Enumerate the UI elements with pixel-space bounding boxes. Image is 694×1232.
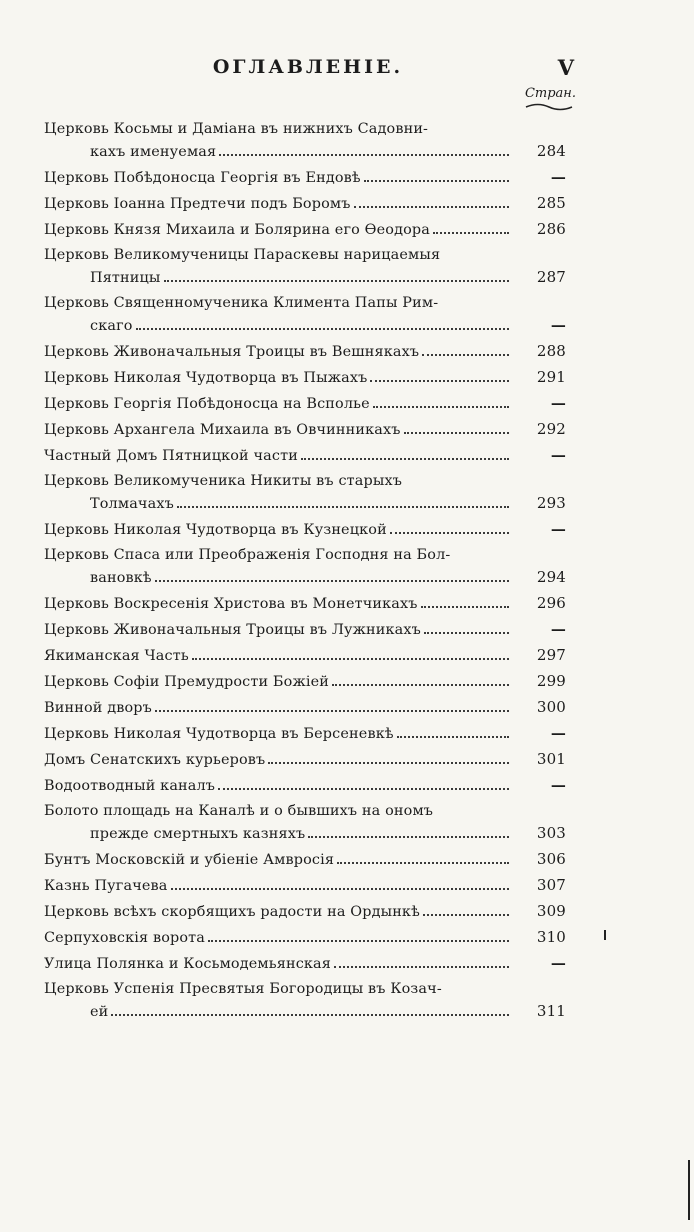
toc-entry-text: Церковь Живоначальныя Троицы въ Вешнякахъ xyxy=(44,344,420,360)
toc-entry xyxy=(44,748,566,770)
leader-dots xyxy=(334,952,509,968)
toc-entry-last-line xyxy=(44,822,566,844)
toc-entry-text: Церковь Николая Чудотворца въ Кузнецкой xyxy=(44,522,387,538)
toc-entry-page: 286 xyxy=(536,220,566,238)
toc-entry-text: Пятницы xyxy=(90,270,161,286)
toc-entry-text: Церковь всѣхъ скорбящихъ радости на Ордынкѣ xyxy=(44,904,420,920)
toc-entry-text: кахъ именуемая xyxy=(90,144,217,160)
page-edge-mark xyxy=(688,1160,690,1220)
toc-entry-text: Серпуховскія ворота xyxy=(44,930,206,946)
toc-entry xyxy=(44,470,566,514)
leader-dots xyxy=(370,366,509,382)
toc-entry-text: Церковь Косьмы и Даміана въ нижнихъ Садовни- xyxy=(44,121,429,137)
toc-entry-last-line xyxy=(44,266,566,288)
toc-entry-last-line xyxy=(44,952,566,974)
leader-dots xyxy=(164,266,509,282)
toc-entry-last-line xyxy=(44,314,566,336)
toc-entry-text: скаго xyxy=(90,318,133,334)
table-of-contents xyxy=(44,118,566,1026)
toc-entry xyxy=(44,166,566,188)
toc-entry xyxy=(44,366,566,388)
toc-entry-page: — xyxy=(550,520,566,538)
toc-entry-page: 307 xyxy=(536,876,566,894)
toc-entry-text: Церковь Спаса или Преображенія Господня на Бол- xyxy=(44,547,451,563)
toc-entry xyxy=(44,340,566,362)
toc-entry xyxy=(44,544,566,588)
page-column-label: Стран. xyxy=(524,86,576,101)
leader-dots xyxy=(364,166,509,182)
leader-dots xyxy=(390,518,509,534)
toc-entry-page: 291 xyxy=(536,368,566,386)
toc-entry-page: 299 xyxy=(536,672,566,690)
toc-entry-page: 292 xyxy=(536,420,566,438)
toc-entry-last-line xyxy=(44,166,566,188)
toc-entry-page: 296 xyxy=(536,594,566,612)
toc-entry-text: ей xyxy=(90,1004,109,1020)
toc-entry-page: — xyxy=(550,620,566,638)
leader-dots xyxy=(171,874,509,890)
toc-entry-text: Церковь Успенія Пресвятыя Богородицы въ Козач- xyxy=(44,981,442,997)
toc-entry-page: 293 xyxy=(536,494,566,512)
toc-entry-text: Церковь Великомученика Никиты въ старыхъ xyxy=(44,473,403,489)
toc-entry xyxy=(44,670,566,692)
toc-entry-page: 301 xyxy=(536,750,566,768)
toc-entry xyxy=(44,926,566,948)
page-edge-mark xyxy=(604,930,606,940)
toc-entry-last-line xyxy=(44,492,566,514)
leader-dots xyxy=(218,774,509,790)
leader-dots xyxy=(192,644,509,660)
toc-entry-last-line xyxy=(44,644,566,666)
toc-entry-last-line xyxy=(44,418,566,440)
toc-entry-page: 285 xyxy=(536,194,566,212)
toc-entry-text: Церковь Великомученицы Параскевы нарицаемыя xyxy=(44,247,441,263)
toc-entry-page: 287 xyxy=(536,268,566,286)
toc-entry-last-line xyxy=(44,518,566,540)
toc-entry-text: прежде смертныхъ казняхъ xyxy=(90,826,306,842)
toc-entry-last-line xyxy=(44,722,566,744)
toc-entry xyxy=(44,696,566,718)
leader-dots xyxy=(424,618,509,634)
toc-entry-text: Церковь Николая Чудотворца въ Пыжахъ xyxy=(44,370,368,386)
toc-entry-page: 288 xyxy=(536,342,566,360)
leader-dots xyxy=(111,1000,509,1016)
toc-entry xyxy=(44,244,566,288)
toc-entry-text: Казнь Пугачева xyxy=(44,878,168,894)
toc-entry-last-line xyxy=(44,444,566,466)
toc-entry-last-line xyxy=(44,696,566,718)
toc-entry-last-line xyxy=(44,748,566,770)
toc-entry-last-line xyxy=(44,848,566,870)
toc-entry-text: Винной дворъ xyxy=(44,700,152,716)
leader-dots xyxy=(177,492,509,508)
toc-entry-text: Церковь Побѣдоносца Георгія въ Ендовѣ xyxy=(44,170,361,186)
toc-entry xyxy=(44,518,566,540)
toc-entry-text: Домъ Сенатскихъ курьеровъ xyxy=(44,752,266,768)
toc-entry-text: Церковь Архангела Михаила въ Овчинникахъ xyxy=(44,422,401,438)
leader-dots xyxy=(155,696,509,712)
toc-entry-text: Церковь Софіи Премудрости Божіей xyxy=(44,674,330,690)
toc-entry xyxy=(44,774,566,796)
leader-dots xyxy=(268,748,509,764)
toc-entry xyxy=(44,418,566,440)
toc-entry xyxy=(44,392,566,414)
leader-dots xyxy=(404,418,509,434)
leader-dots xyxy=(433,218,509,234)
toc-entry-last-line xyxy=(44,218,566,240)
leader-dots xyxy=(421,592,509,608)
page-title: ОГЛАВЛЕНІЕ. xyxy=(212,56,404,78)
leader-dots xyxy=(332,670,509,686)
toc-entry-page: 297 xyxy=(536,646,566,664)
leader-dots xyxy=(373,392,509,408)
toc-entry xyxy=(44,618,566,640)
toc-entry xyxy=(44,118,566,162)
toc-entry-text: Церковь Князя Михаила и Болярина его Ѳеодора xyxy=(44,222,431,238)
toc-entry-text: Церковь Воскресенія Христова въ Монетчикахъ xyxy=(44,596,418,612)
toc-entry-page: 311 xyxy=(536,1002,566,1020)
toc-entry xyxy=(44,292,566,336)
toc-entry-text: вановкѣ xyxy=(90,570,152,586)
leader-dots xyxy=(422,340,509,356)
leader-dots xyxy=(354,192,509,208)
toc-entry-text: Церковь Николая Чудотворца въ Берсеневкѣ xyxy=(44,726,394,742)
toc-entry-last-line xyxy=(44,874,566,896)
toc-entry-page: — xyxy=(550,954,566,972)
toc-entry-last-line xyxy=(44,392,566,414)
toc-entry-page: 306 xyxy=(536,850,566,868)
toc-entry xyxy=(44,978,566,1022)
toc-entry-page: — xyxy=(550,316,566,334)
toc-entry xyxy=(44,848,566,870)
toc-entry-text: Частный Домъ Пятницкой части xyxy=(44,448,298,464)
toc-entry-last-line xyxy=(44,140,566,162)
toc-entry-text: Церковь Живоначальныя Троицы въ Лужникахъ xyxy=(44,622,421,638)
leader-dots xyxy=(219,140,509,156)
toc-entry-text: Церковь Георгія Побѣдоносца на Всполье xyxy=(44,396,370,412)
toc-entry-text: Церковь Священномученика Климента Папы Рим- xyxy=(44,295,439,311)
leader-dots xyxy=(155,566,509,582)
toc-entry-last-line xyxy=(44,926,566,948)
toc-entry-last-line xyxy=(44,192,566,214)
toc-entry-page: — xyxy=(550,724,566,742)
toc-entry xyxy=(44,192,566,214)
toc-entry-page: 284 xyxy=(536,142,566,160)
toc-entry-last-line xyxy=(44,1000,566,1022)
leader-dots xyxy=(301,444,509,460)
toc-entry-text: Толмачахъ xyxy=(90,496,174,512)
toc-entry-text: Болото площадь на Каналѣ и о бывшихъ на ономъ xyxy=(44,803,434,819)
toc-entry-last-line xyxy=(44,774,566,796)
toc-entry xyxy=(44,644,566,666)
toc-entry-page: 310 xyxy=(536,928,566,946)
page-header xyxy=(40,56,576,90)
toc-entry-last-line xyxy=(44,900,566,922)
toc-entry-last-line xyxy=(44,670,566,692)
toc-entry xyxy=(44,800,566,844)
toc-entry-last-line xyxy=(44,566,566,588)
leader-dots xyxy=(208,926,509,942)
toc-entry-text: Водоотводный каналъ xyxy=(44,778,216,794)
leader-dots xyxy=(337,848,509,864)
toc-entry-page: 303 xyxy=(536,824,566,842)
toc-entry-last-line xyxy=(44,340,566,362)
toc-entry-page: 309 xyxy=(536,902,566,920)
toc-entry-last-line xyxy=(44,592,566,614)
toc-entry xyxy=(44,900,566,922)
toc-entry xyxy=(44,444,566,466)
leader-dots xyxy=(308,822,509,838)
toc-entry-text: Церковь Іоанна Предтечи подъ Боромъ xyxy=(44,196,351,212)
toc-entry xyxy=(44,952,566,974)
toc-entry-page: — xyxy=(550,776,566,794)
leader-dots xyxy=(423,900,509,916)
toc-entry xyxy=(44,592,566,614)
toc-entry xyxy=(44,722,566,744)
leader-dots xyxy=(136,314,509,330)
swash-ornament xyxy=(524,101,574,113)
leader-dots xyxy=(397,722,509,738)
toc-entry-text: Якиманская Часть xyxy=(44,648,189,664)
toc-entry-text: Улица Полянка и Косьмодемьянская xyxy=(44,956,332,972)
toc-entry-page: — xyxy=(550,394,566,412)
toc-entry-text: Бунтъ Московскій и убіеніе Амвросія xyxy=(44,852,335,868)
toc-entry xyxy=(44,218,566,240)
toc-entry-page: — xyxy=(550,446,566,464)
page-number: V xyxy=(557,55,574,80)
toc-entry-page: 294 xyxy=(536,568,566,586)
toc-entry-page: — xyxy=(550,168,566,186)
toc-entry xyxy=(44,874,566,896)
toc-entry-last-line xyxy=(44,366,566,388)
toc-entry-last-line xyxy=(44,618,566,640)
toc-entry-page: 300 xyxy=(536,698,566,716)
